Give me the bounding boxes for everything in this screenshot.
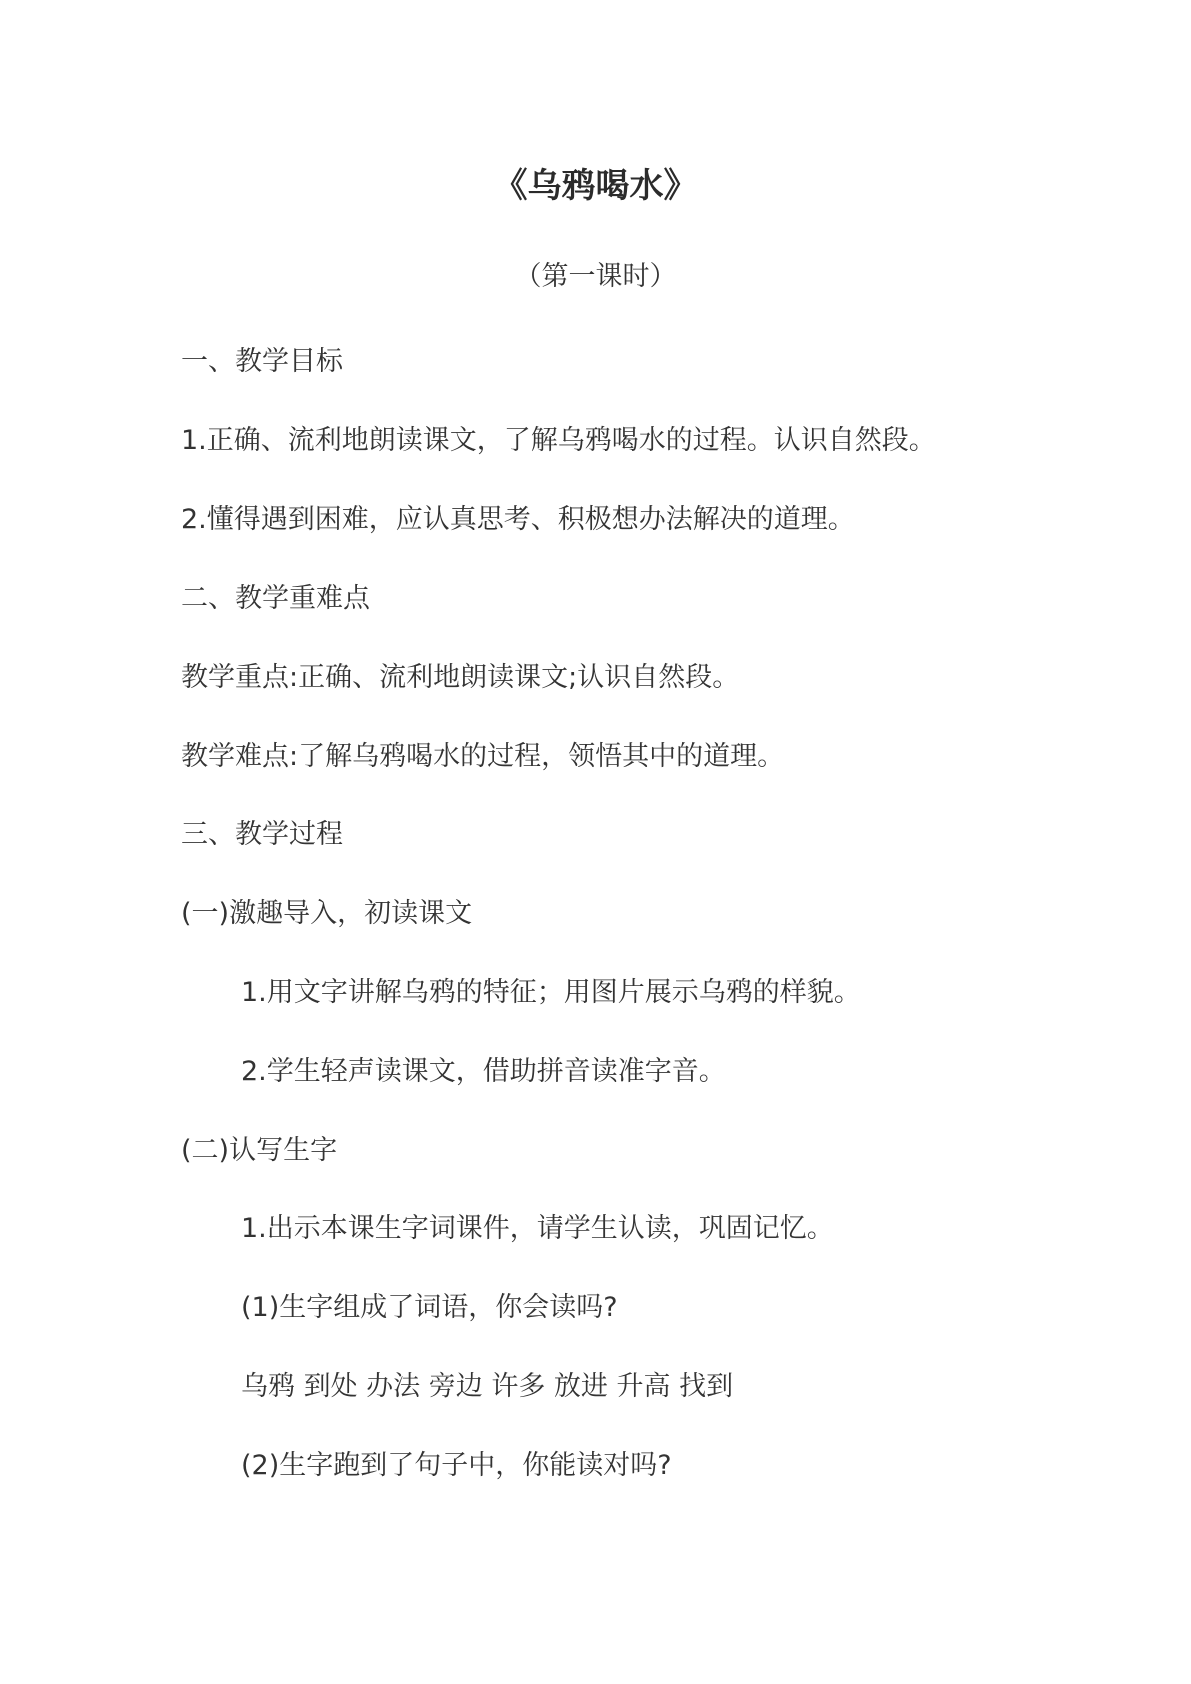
section-heading-objectives: 一、教学目标 <box>181 346 343 377</box>
characters-question-2: (2)生字跑到了句子中，你能读对吗? <box>241 1450 672 1481</box>
objective-1: 1.正确、流利地朗读课文，了解乌鸦喝水的过程。认识自然段。 <box>181 425 936 456</box>
characters-step-1: 1.出示本课生字词课件，请学生认读，巩固记忆。 <box>241 1213 834 1244</box>
subsection-heading-characters: (二)认写生字 <box>181 1135 338 1166</box>
difficult-point: 教学难点:了解乌鸦喝水的过程，领悟其中的道理。 <box>181 741 785 772</box>
subsection-heading-intro: (一)激趣导入，初读课文 <box>181 898 473 929</box>
section-heading-key-points: 二、教学重难点 <box>181 583 370 614</box>
objective-2: 2.懂得遇到困难，应认真思考、积极想办法解决的道理。 <box>181 504 855 535</box>
vocabulary-words: 乌鸦 到处 办法 旁边 许多 放进 升高 找到 <box>241 1371 734 1402</box>
section-heading-process: 三、教学过程 <box>181 819 343 850</box>
key-point: 教学重点:正确、流利地朗读课文;认识自然段。 <box>181 662 740 693</box>
document-title: 《乌鸦喝水》 <box>493 166 698 206</box>
intro-step-2: 2.学生轻声读课文，借助拼音读准字音。 <box>241 1056 726 1087</box>
intro-step-1: 1.用文字讲解乌鸦的特征；用图片展示乌鸦的样貌。 <box>241 977 861 1008</box>
characters-question-1: (1)生字组成了词语，你会读吗? <box>241 1292 618 1323</box>
document-subtitle: （第一课时） <box>514 261 677 292</box>
